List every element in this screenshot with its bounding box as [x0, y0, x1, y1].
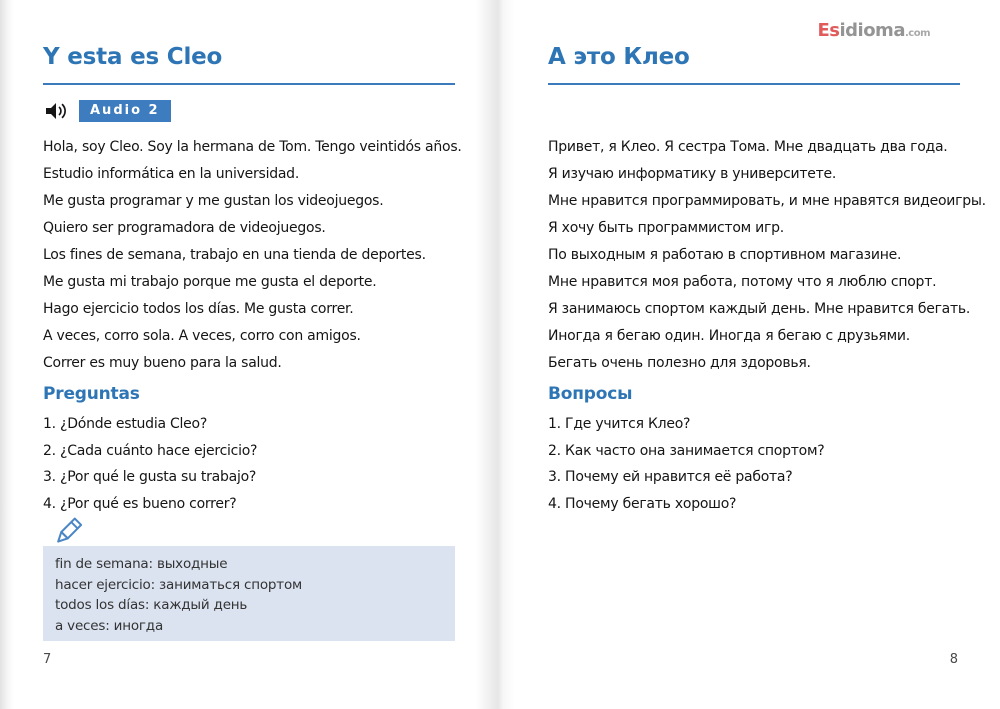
book-spine — [476, 0, 526, 709]
logo-text-gray: idioma — [839, 20, 905, 41]
question-line: 3. ¿Por qué le gusta su trabajo? — [43, 469, 257, 485]
question-line: 1. ¿Dónde estudia Cleo? — [43, 416, 208, 432]
paragraph-line: Hago ejercicio todos los días. Me gusta correr. — [43, 301, 354, 317]
paragraph-line: Бегать очень полезно для здоровья. — [548, 355, 811, 371]
question-line: 2. ¿Cada cuánto hace ejercicio? — [43, 442, 258, 459]
russian-paragraph — [548, 134, 986, 377]
vocab-line: todos los días: каждый день — [55, 597, 248, 613]
paragraph-line: По выходным я работаю в спортивном магазине. — [548, 247, 902, 263]
spanish-paragraph — [43, 134, 462, 377]
paragraph-line: A veces, corro sola. A veces, corro con amigos. — [43, 328, 361, 344]
logo-text-com: .com — [904, 28, 930, 39]
paragraph-line: Мне нравится программировать, и мне нравятся видеоигры. — [548, 193, 986, 209]
paragraph-line: Me gusta mi trabajo porque me gusta el deporte. — [43, 274, 377, 290]
paragraph-line: Я занимаюсь спортом каждый день. Мне нравится бегать. — [548, 301, 971, 317]
audio-button[interactable]: Audio 2 — [79, 100, 171, 122]
vocab-line: a veces: иногда — [55, 617, 164, 634]
questions-header-spanish: Preguntas — [43, 384, 140, 404]
paragraph-line: Иногда я бегаю один. Иногда я бегаю с друзьями. — [548, 328, 910, 344]
question-line: 2. Как часто она занимается спортом? — [548, 442, 825, 459]
question-line: 4. ¿Por qué es bueno correr? — [43, 495, 237, 512]
book-left-edge — [0, 0, 14, 709]
vocab-line: fin de semana: выходные — [55, 556, 228, 572]
paragraph-line: Hola, soy Cleo. Soy la hermana de Tom. Tengo veintidós años. — [43, 139, 462, 155]
vocab-line: hacer ejercicio: заниматься спортом — [55, 576, 303, 593]
question-line: 3. Почему ей нравится её работа? — [548, 469, 793, 485]
esidioma-logo — [817, 20, 930, 41]
question-line: 4. Почему бегать хорошо? — [548, 495, 737, 512]
paragraph-line: Los fines de semana, trabajo en una tienda de deportes. — [43, 247, 426, 263]
speaker-icon — [43, 99, 69, 123]
right-page — [548, 0, 986, 709]
paragraph-line: Я изучаю информатику в университете. — [548, 166, 837, 182]
page-number-left: 7 — [43, 652, 52, 667]
spanish-questions — [43, 411, 455, 517]
paragraph-line: Мне нравится моя работа, потому что я люблю спорт. — [548, 274, 937, 290]
paragraph-line: Estudio informática en la universidad. — [43, 166, 300, 182]
pencil-icon — [49, 514, 85, 550]
page-title-russian: А это Клео — [548, 44, 960, 85]
paragraph-line: Quiero ser programadora de videojuegos. — [43, 220, 326, 236]
question-line: 1. Где учится Клео? — [548, 416, 691, 432]
left-page — [43, 0, 462, 709]
paragraph-line: Привет, я Клео. Я сестра Тома. Мне двадцать два года. — [548, 139, 948, 155]
paragraph-line: Correr es muy bueno para la salud. — [43, 355, 282, 371]
page-title-spanish: Y esta es Cleo — [43, 44, 455, 85]
questions-header-russian: Вопросы — [548, 384, 633, 404]
vocabulary-box — [43, 546, 455, 641]
paragraph-line: Я хочу быть программистом игр. — [548, 220, 784, 236]
page-number-right: 8 — [949, 652, 958, 667]
paragraph-line: Me gusta programar y me gustan los videojuegos. — [43, 193, 384, 209]
audio-row — [43, 99, 171, 123]
russian-questions — [548, 411, 960, 517]
logo-text-red: Es — [817, 20, 840, 41]
